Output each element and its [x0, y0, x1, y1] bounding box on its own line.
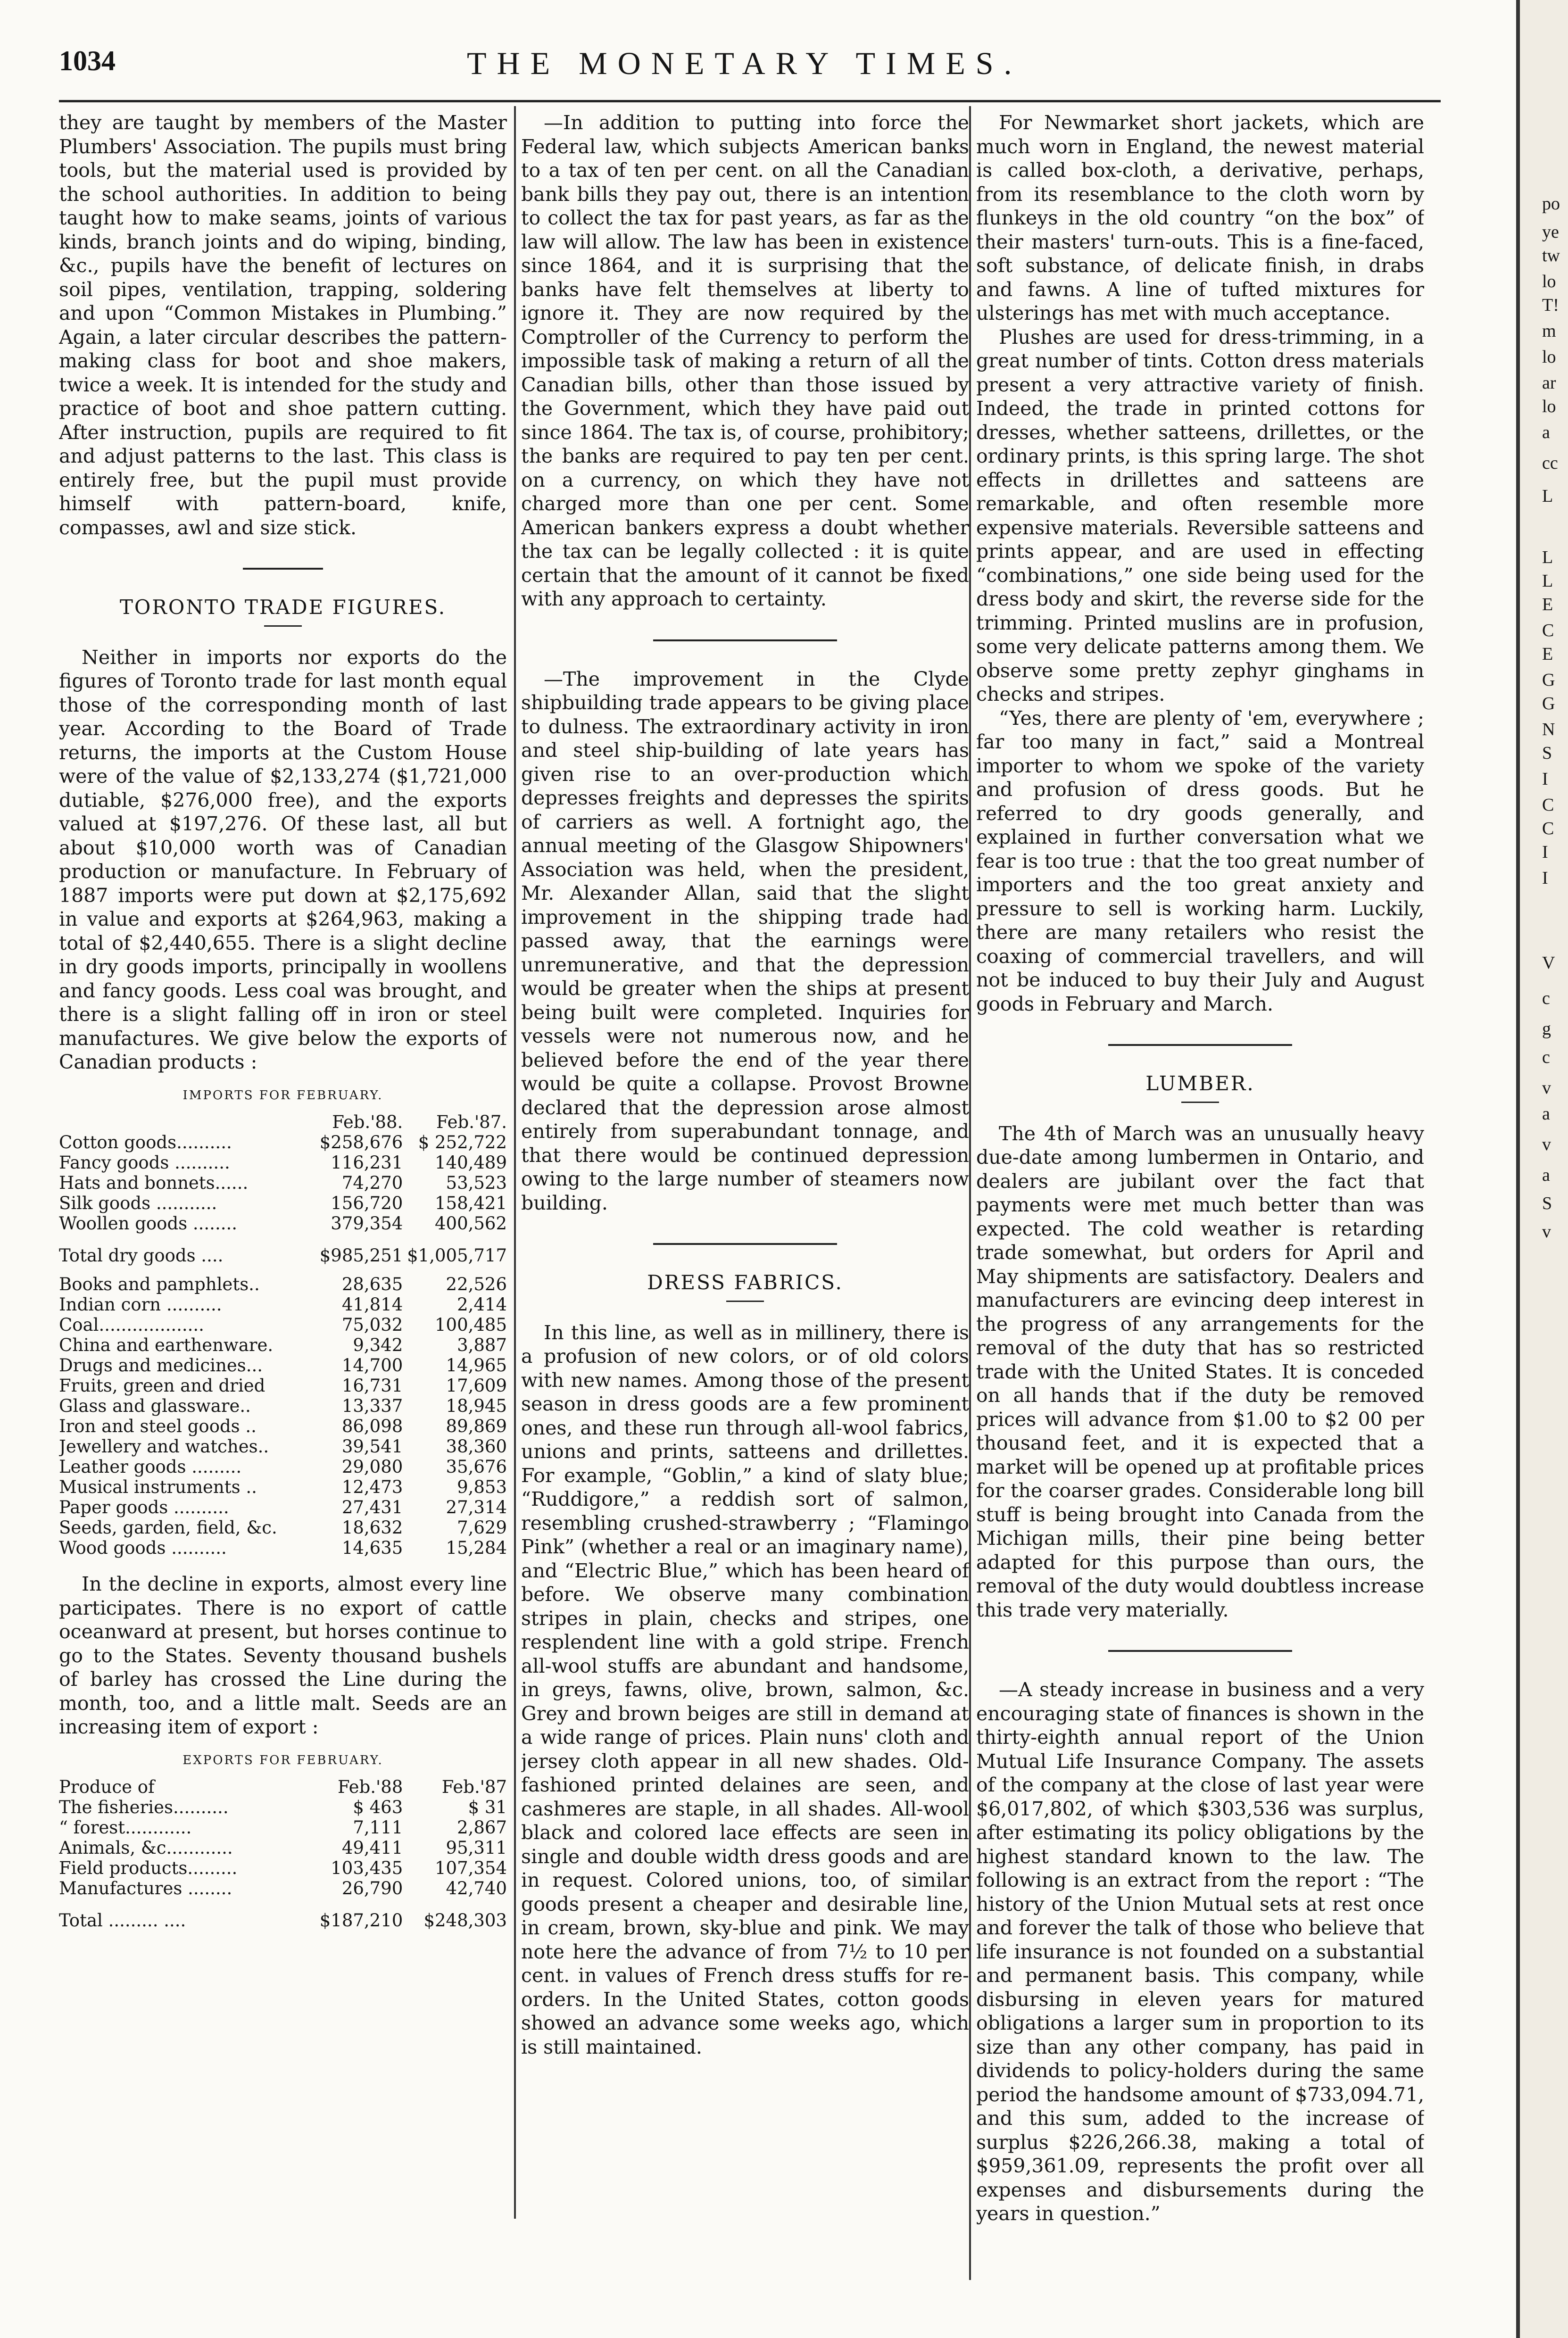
paragraph-clyde-shipbuilding: —The improvement in the Clyde shipbuilding trade appears to be giving place to dulness. The extraordinary activity in iron and steel ship-building of late years has given rise to an over-production which depresses freights and depresses the spirits of carriers as well. A fortnight ago, the annual meeting of the Glasgow Shipowners' Association was held, when the president, Mr. Alexander Allan, said that the slight improvement in the shipping trade had passed away, that the earnings were unremunerative, and that the depression would be greater when the ships at present being built were completed. Inquiries for vessels were not numerous now, and he believed before the end of the year there would be quite a collapse. Provost Browne declared that the depression arose almost entirely from superabundant tonnage, and that there would be continued depression owing to the large number of steamers now building.: [521, 667, 969, 1214]
table-cell-value: $985,251: [319, 1245, 403, 1266]
margin-fragment: G: [1542, 670, 1555, 690]
table-cell-value: 103,435: [331, 1858, 403, 1878]
exports-header-row: [59, 1777, 507, 1797]
paragraph-plumbing: they are taught by members of the Master Plumbers' Association. The pupils must bring tools, but the material used is provided by the school authorities. In addition to being taught how to make seams, joints of various kinds, branch joints and do wiping, binding, &c., pupils have the benefit of lectures on soil pipes, ventilation, trapping, soldering and upon “Common Mistakes in Plumbing.” Again, a later circular describes the pattern-making class for boot and shoe makers, twice a week. It is intended for the study and practice of boot and shoe pattern cutting. After instruction, pupils are required to fit and adjust patterns to the last. This class is entirely free, but the pupil must provide himself with pattern-board, knife, compasses, awl and size stick.: [59, 111, 507, 539]
margin-fragment: ar: [1542, 373, 1556, 393]
column-3: [976, 111, 1424, 2289]
table-cell-value: 2,414: [457, 1294, 507, 1315]
margin-fragment: po: [1542, 194, 1560, 214]
table-row: [59, 1396, 507, 1416]
margin-fragment: lo: [1542, 272, 1556, 291]
margin-fragment: tw: [1542, 246, 1560, 265]
margin-fragment: G: [1542, 694, 1555, 713]
table-cell-value: 158,421: [434, 1193, 507, 1213]
table-row: [59, 1132, 507, 1152]
exports-rows: [59, 1797, 507, 1899]
table-row: [59, 1858, 507, 1878]
margin-fragment: C: [1542, 795, 1554, 815]
table-row: [59, 1266, 507, 1294]
table-row: [59, 1517, 507, 1538]
margin-fragment: v: [1542, 1078, 1551, 1098]
table-cell-value: $ 252,722: [418, 1132, 507, 1152]
margin-fragment: I: [1542, 842, 1548, 862]
margin-fragment: L: [1542, 547, 1553, 567]
margin-fragment: cc: [1542, 453, 1558, 473]
table-cell-label: Silk goods ...........: [59, 1193, 217, 1213]
table-row: [59, 1477, 507, 1497]
table-cell-label: Coal...................: [59, 1315, 204, 1335]
table-cell-value: 13,337: [341, 1396, 403, 1416]
margin-fragment: T!: [1542, 295, 1559, 315]
table-row: [59, 1213, 507, 1234]
table-cell-value: 379,354: [331, 1213, 403, 1234]
margin-fragment: c: [1542, 988, 1550, 1008]
margin-fragment: L: [1542, 486, 1553, 506]
table-cell-value: 75,032: [341, 1315, 403, 1335]
table-cell-value: 3,887: [457, 1335, 507, 1355]
table-cell-value: 27,431: [341, 1497, 403, 1517]
column-rule-2: [969, 106, 971, 2280]
section-divider: [653, 639, 837, 641]
table-cell-value: 9,342: [353, 1335, 403, 1355]
table-cell-value: 14,700: [341, 1355, 403, 1376]
table-row: [59, 1538, 507, 1558]
table-cell-label: Hats and bonnets......: [59, 1173, 249, 1193]
table-cell-value: 12,473: [341, 1477, 403, 1497]
heading-underline: [726, 1301, 764, 1302]
section-divider: [1108, 1650, 1292, 1652]
imports-header-row: [59, 1112, 507, 1132]
table-cell-value: $ 463: [353, 1797, 403, 1817]
table-cell-value: 49,411: [341, 1838, 403, 1858]
section-divider: [653, 1243, 837, 1245]
table-row: [59, 1797, 507, 1817]
margin-fragment: m: [1542, 321, 1556, 341]
table-cell-label: Iron and steel goods ..: [59, 1416, 257, 1436]
margin-fragment: E: [1542, 595, 1553, 614]
table-cell-label: Seeds, garden, field, &c.: [59, 1517, 277, 1538]
table-row: [59, 1315, 507, 1335]
imports-other-rows: [59, 1266, 507, 1558]
table-cell-value: 41,814: [341, 1294, 403, 1315]
table-cell-label: Wood goods ..........: [59, 1538, 227, 1558]
column-rule-1: [514, 106, 516, 2219]
exports-caption: EXPORTS FOR FEBRUARY.: [183, 1753, 383, 1767]
table-row: [59, 1193, 507, 1213]
table-cell-value: 140,489: [434, 1152, 507, 1173]
table-cell-value: 95,311: [446, 1838, 507, 1858]
table-cell-value: Feb.'87: [441, 1777, 507, 1797]
margin-fragment: v: [1542, 1135, 1551, 1154]
table-cell-label: Drugs and medicines...: [59, 1355, 263, 1376]
imports-dry-total-row: [59, 1234, 507, 1266]
paragraph-newmarket-jackets: For Newmarket short jackets, which are much worn in England, the newest material is called box-cloth, a derivative, perhaps, from its resemblance to the cloth worn by flunkeys in the old country “on the box” of their masters' turn-outs. This is a fine-faced, soft substance, of delicate finish, in drabs and fawns. A line of tufted mixtures for ulsterings has met with much acceptance.: [976, 111, 1424, 324]
table-cell-label: The fisheries..........: [59, 1797, 229, 1817]
table-cell-label: Cotton goods..........: [59, 1132, 232, 1152]
margin-fragment: a: [1542, 1165, 1550, 1185]
table-cell-value: 28,635: [341, 1274, 403, 1294]
table-cell-value: 18,945: [446, 1396, 507, 1416]
table-cell-value: 89,869: [446, 1416, 507, 1436]
table-cell-label: Field products.........: [59, 1858, 238, 1878]
margin-fragment: a: [1542, 423, 1550, 442]
table-cell-value: 39,541: [341, 1436, 403, 1457]
table-cell-label: Animals, &c............: [59, 1838, 233, 1858]
imports-caption: IMPORTS FOR FEBRUARY.: [183, 1088, 383, 1103]
table-cell-value: 18,632: [341, 1517, 403, 1538]
table-cell-label: Jewellery and watches..: [59, 1436, 269, 1457]
section-divider: [243, 568, 323, 570]
table-row: [59, 1294, 507, 1315]
heading-underline: [264, 625, 302, 627]
heading-toronto-trade: TORONTO TRADE FIGURES.: [119, 596, 447, 619]
margin-fragment: v: [1542, 1222, 1551, 1242]
page-header: [0, 0, 1568, 99]
margin-fragment: I: [1542, 868, 1548, 888]
page-number: 1034: [59, 45, 116, 76]
table-cell-value: 42,740: [446, 1878, 507, 1899]
table-cell-value: 14,965: [446, 1355, 507, 1376]
table-cell-value: 400,562: [434, 1213, 507, 1234]
table-cell-value: 22,526: [446, 1274, 507, 1294]
table-row: [59, 1457, 507, 1477]
table-cell-label: Fancy goods ..........: [59, 1152, 230, 1173]
paragraph-exports: In the decline in exports, almost every line participates. There is no export of cattle oceanward at present, but horses continue to go to the States. Seventy thousand bushels of barley has crossed the Line during the month, too, and a little malt. Seeds are an increasing item of export :: [59, 1573, 507, 1738]
margin-fragment: I: [1542, 769, 1548, 789]
table-cell-label: Musical instruments ..: [59, 1477, 257, 1497]
table-cell-value: 53,523: [446, 1173, 507, 1193]
table-row: [59, 1355, 507, 1376]
imports-table: [59, 1112, 507, 1558]
header-rule: [59, 100, 1441, 102]
paragraph-lumber: The 4th of March was an unusually heavy due-date among lumbermen in Ontario, and dealers are jubilant over the fact that payments were met much better than was expected. The cold weather is retarding trade somewhat, but orders for April and May shipments are satisfactory. Dealers and manufacturers are evincing deep interest in the progress of any arrangements for the removal of the duty that has so restricted trade with the United States. It is conceded on all hands that if the duty be removed prices will advance from $1.00 to $2 00 per thousand feet, and it is expected that a market will be opened up at profitable prices for the coarser grades. Considerable long bill stuff is being brought into Canada from the Michigan mills, their pine being better adapted for this purpose than ours, the removal of the duty would doubtless increase this trade very materially.: [976, 1122, 1424, 1621]
table-row: [59, 1838, 507, 1858]
margin-fragment: S: [1542, 743, 1552, 763]
margin-fragment: lo: [1542, 397, 1556, 416]
table-row: [59, 1416, 507, 1436]
table-cell-value: 14,635: [341, 1538, 403, 1558]
margin-fragment: ye: [1542, 222, 1559, 242]
table-cell-value: $187,210: [319, 1910, 403, 1931]
table-cell-value: 16,731: [341, 1376, 403, 1396]
margin-fragment: L: [1542, 571, 1553, 591]
journal-title: THE MONETARY TIMES.: [467, 45, 1022, 81]
table-cell-value: $1,005,717: [407, 1245, 507, 1266]
table-row: [59, 1173, 507, 1193]
paragraph-montreal-importer: “Yes, there are plenty of 'em, everywhere ; far too many in fact,” said a Montreal importer to whom we spoke of the variety and profusion of dress goods. But he referred to dry goods generally, and explained in further conversation what we fear is too true : that the too great number of importers and the too great anxiety and pressure to sell is working harm. Luckily, there are many retailers who resist the coaxing of commercial travellers, and will not be induced to buy their July and August goods in February and March.: [976, 706, 1424, 1015]
paragraph-bank-tax: —In addition to putting into force the Federal law, which subjects American banks to a tax of ten per cent. on all the Canadian bank bills they pay out, there is an intention to collect the tax for past years, as far as the law will allow. The law has been in existence since 1864, and it is surprising that the banks have felt themselves at liberty to ignore it. They are now required by the Comptroller of the Currency to perform the impossible task of making a return of all the Canadian bills, other than those issued by the Government, which they have paid out since 1864. The tax is, of course, prohibitory; the banks are required to pay ten per cent. on a currency, on which they have not charged more than one per cent. Some American bankers express a doubt whether the tax can be legally collected : it is quite certain that the amount of it cannot be fixed with any approach to certainty.: [521, 111, 969, 610]
heading-lumber: LUMBER.: [1145, 1072, 1255, 1095]
table-cell-label: Total ......... ....: [59, 1910, 186, 1931]
table-cell-value: 2,867: [457, 1817, 507, 1838]
margin-fragment: lo: [1542, 347, 1556, 367]
table-cell-label: Manufactures ........: [59, 1878, 232, 1899]
imports-dry-rows: [59, 1132, 507, 1234]
table-cell-label: China and earthenware.: [59, 1335, 274, 1355]
table-cell-value: 86,098: [341, 1416, 403, 1436]
column-1: [59, 111, 507, 2209]
margin-fragment: g: [1542, 1019, 1551, 1039]
table-cell-label: Fruits, green and dried: [59, 1376, 265, 1396]
table-cell-label: “ forest............: [59, 1817, 192, 1838]
table-row: [59, 1376, 507, 1396]
table-cell-value: $ 31: [468, 1797, 507, 1817]
table-cell-value: 7,111: [353, 1817, 403, 1838]
paragraph-plushes: Plushes are used for dress-trimming, in a great number of tints. Cotton dress materials present a very attractive variety of finish. Indeed, the trade in printed cottons for dresses, whether satteens, drillettes, or the ordinary prints, is this spring large. The shot effects in drillettes and satteens are remarkable, and often resemble more expensive materials. Reversible satteens and prints appear, and are used in effecting “combinations,” one side being used for the dress body and skirt, the reverse side for the trimming. Printed muslins are in profusion, some very delicate patterns among them. We observe some pretty zephyr ginghams in checks and stripes.: [976, 325, 1424, 705]
table-row: [59, 1817, 507, 1838]
paragraph-toronto-trade: Neither in imports nor exports do the figures of Toronto trade for last month equal those of the corresponding month of last year. According to the Board of Trade returns, the imports at the Custom House were of the value of $2,133,274 ($1,721,000 dutiable, $276,000 free), and the exports valued at $197,276. Of these last, all but about $10,000 worth was of Canadian production or manufacture. In February of 1887 imports were put down at $2,175,692 in value and exports at $264,963, making a total of $2,440,655. There is a slight decline in dry goods imports, principally in woollens and fancy goods. Less coal was brought, and there is a slight falling off in iron or steel manufactures. We give below the exports of Canadian products :: [59, 646, 507, 1073]
column-2: [521, 111, 969, 2280]
table-cell-value: $258,676: [319, 1132, 403, 1152]
table-cell-value: 74,270: [341, 1173, 403, 1193]
exports-table: [59, 1777, 507, 1931]
table-row: [59, 1436, 507, 1457]
table-row: [59, 1878, 507, 1899]
table-cell-value: 26,790: [341, 1878, 403, 1899]
exports-total-row: [59, 1899, 507, 1931]
table-cell-value: 38,360: [446, 1436, 507, 1457]
table-cell-value: 9,853: [457, 1477, 507, 1497]
margin-fragment: C: [1542, 819, 1554, 838]
table-cell-label: Paper goods ..........: [59, 1497, 229, 1517]
page-gutter-shadow: [1516, 0, 1520, 2338]
table-cell-value: 7,629: [457, 1517, 507, 1538]
table-cell-value: 17,609: [446, 1376, 507, 1396]
imports-col-88: Feb.'88.: [332, 1112, 403, 1132]
table-cell-value: 116,231: [331, 1152, 403, 1173]
table-cell-value: 27,314: [446, 1497, 507, 1517]
table-cell-label: Indian corn ..........: [59, 1294, 222, 1315]
table-cell-value: 35,676: [446, 1457, 507, 1477]
table-cell-label: Leather goods .........: [59, 1457, 242, 1477]
heading-dress-fabrics: DRESS FABRICS.: [647, 1271, 843, 1294]
table-row: [59, 1497, 507, 1517]
table-cell-value: 15,284: [446, 1538, 507, 1558]
imports-col-87: Feb.'87.: [436, 1112, 507, 1132]
table-cell-value: 29,080: [341, 1457, 403, 1477]
table-row: [59, 1152, 507, 1173]
paragraph-dress-fabrics: In this line, as well as in millinery, there is a profusion of new colors, or of old colors with new names. Among those of the present season in dress goods are a few prominent ones, and these run through all-wool fabrics, unions and prints, satteens and drillettes. For example, “Goblin,” a kind of slaty blue; “Ruddigore,” a reddish sort of salmon, resembling crushed-strawberry ; “Flamingo Pink” (whether a real or an imaginary name), and “Electric Blue,” which has been heard of before. We observe many combination stripes in plain, checks and stripes, one resplendent line with a gold stripe. French all-wool stuffs are abundant and handsome, in greys, fawns, olive, brown, salmon, &c. Grey and brown beiges are still in demand at a wide range of prices. Plain nuns' cloth and jersey cloth appear in all new shades. Old-fashioned printed delaines are seen, and cashmeres are staple, in all shades. All-wool black and colored lace effects are seen in single and double width dress goods and are in request. Colored unions, too, of similar goods present a cheaper and desirable line, in cream, brown, sky-blue and pink. We may note here the advance of from 7½ to 10 per cent. in values of French dress stuffs for re-orders. In the United States, cotton goods showed an advance some weeks ago, which is still maintained.: [521, 1321, 969, 2058]
table-row: [59, 1335, 507, 1355]
table-cell-label: Woollen goods ........: [59, 1213, 237, 1234]
table-cell-value: 156,720: [331, 1193, 403, 1213]
table-cell-value: 107,354: [434, 1858, 507, 1878]
margin-fragment: c: [1542, 1047, 1550, 1067]
margin-fragment: E: [1542, 644, 1553, 664]
table-cell-label: Glass and glassware..: [59, 1396, 251, 1416]
table-cell-value: 100,485: [434, 1315, 507, 1335]
heading-underline: [1181, 1102, 1219, 1103]
table-cell-label: Total dry goods ....: [59, 1245, 224, 1266]
margin-fragment: V: [1542, 953, 1555, 973]
table-cell-label: Books and pamphlets..: [59, 1274, 260, 1294]
table-cell-value: $248,303: [423, 1910, 507, 1931]
table-cell-label: Produce of: [59, 1777, 155, 1797]
margin-fragment: N: [1542, 720, 1555, 739]
table-cell-value: Feb.'88: [338, 1777, 403, 1797]
paragraph-union-mutual: —A steady increase in business and a very encouraging state of finances is shown in the thirty-eighth annual report of the Union Mutual Life Insurance Company. The assets of the company at the close of last year were $6,017,802, of which $303,536 was surplus, after estimating its policy obligations by the highest standard known to the law. The following is an extract from the report : “The history of the Union Mutual sets at rest once and forever the talk of those who believe that life insurance is not founded on a substantial and permanent basis. This company, while disbursing in eleven years for matured obligations a larger sum in proportion to its size than any other company, has paid in dividends to policy-holders during the same period the handsome amount of $733,094.71, and this sum, added to the increase of surplus $226,266.38, making a total of $959,361.09, represents the profit over all expenses and disbursements during the years in question.”: [976, 1678, 1424, 2225]
margin-fragment: a: [1542, 1104, 1550, 1124]
section-divider: [1108, 1044, 1292, 1046]
margin-fragment: C: [1542, 621, 1554, 640]
margin-fragment: S: [1542, 1194, 1552, 1213]
